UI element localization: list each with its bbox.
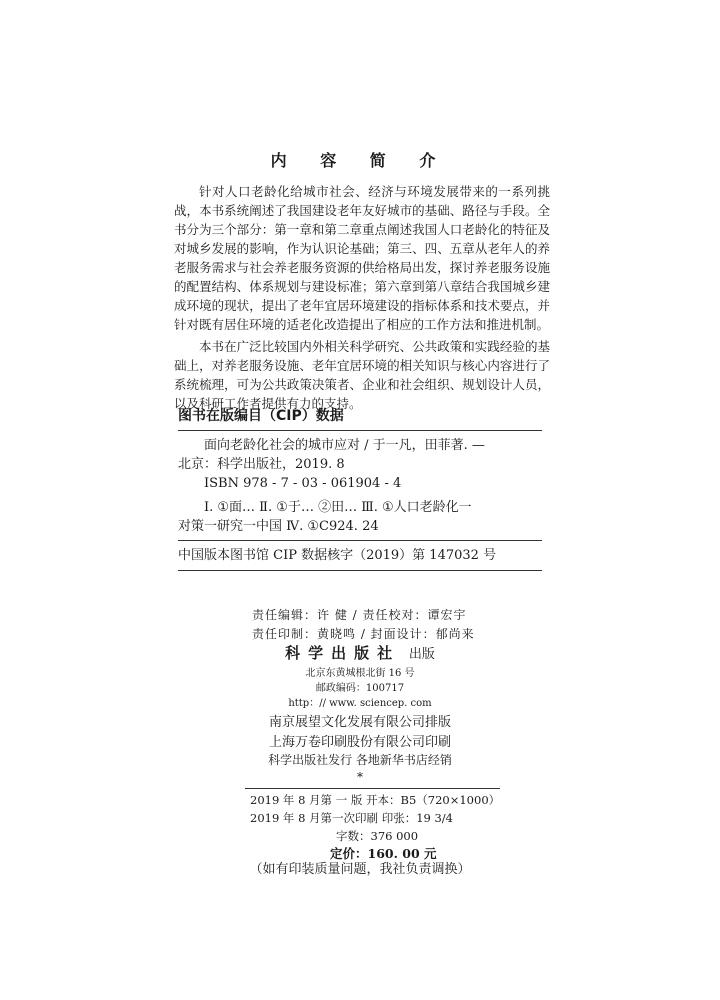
separator-star: *	[357, 770, 363, 784]
summary-title: 内 容 简 介	[270, 151, 450, 170]
cip-record	[178, 436, 542, 493]
cip-rule-middle	[178, 540, 542, 541]
cip-classification-line1: Ⅰ. ①面… Ⅱ. ①于… ②田… Ⅲ. ①人口老龄化一	[204, 500, 472, 515]
cip-classification	[178, 498, 542, 536]
print-info	[250, 791, 510, 863]
credits-line2: 责任印制：黄晓鸣 / 封面设计：郁尚来	[252, 627, 475, 641]
credits-line1: 责任编辑：许 健 / 责任校对：谭宏宇	[252, 608, 467, 622]
distribution: 科学出版社发行 各地新华书店经销	[268, 753, 452, 767]
publisher-name: 科学出版社	[285, 644, 401, 662]
cip-rule-bottom	[178, 570, 542, 571]
word-count: 字数：376 000	[336, 829, 419, 843]
summary-paragraph-2: 本书在广泛比较国内外相关科学研究、公共政策和实践经验的基础上，对养老服务设施、老年宜居环境的相关知识与核心内容进行了系统梳理，可为公共政策决策者、企业和社会组织、规划设计人员，以及科研工作者提供有力的支持。	[174, 339, 550, 411]
summary-paragraph-1: 针对人口老龄化给城市社会、经济与环境发展带来的一系列挑战，本书系统阐述了我国建设老年友好城市的基础、路径与手段。全书分为三个部分：第一章和第二章重点阐述我国人口老龄化的特征及对城乡发展的影响，作为认识论基础；第三、四、五章从老年人的养老服务需求与社会养老服务资源的供给格局出发，探讨养老服务设施的配置结构、体系规划与建设标准；第六章到第八章结合我国城乡建成环境的现状，提出了老年宜居环境建设的指标体系和技术要点，并针对既有居住环境的适老化改造提出了相应的工作方法和推进机制。	[174, 184, 550, 332]
typesetter: 南京展望文化发展有限公司排版	[268, 715, 451, 730]
cip-isbn: ISBN 978 - 7 - 03 - 061904 - 4	[204, 476, 402, 491]
cip-record-line2: 北京：科学出版社，2019. 8	[178, 457, 345, 472]
publisher-line	[0, 642, 720, 663]
cip-rule-top	[178, 430, 542, 431]
price: 定价：160. 00 元	[330, 846, 437, 861]
editorial-credits	[252, 606, 552, 644]
summary-body	[174, 182, 550, 416]
print-rule	[245, 788, 500, 789]
quality-notice: （如有印装质量问题，我社负责调换）	[249, 862, 471, 877]
cip-heading: 图书在版编目（CIP）数据	[178, 408, 344, 424]
publisher-postcode: 邮政编码：100717	[315, 683, 405, 694]
publisher-suffix: 出版	[408, 647, 435, 662]
cip-record-line1: 面向老龄化社会的城市应对 / 于一凡，田菲著. —	[204, 438, 485, 453]
cip-verification-block	[178, 546, 542, 565]
publisher-address: 北京东黄城根北街 16 号	[305, 668, 415, 679]
printing-line: 2019 年 8 月第一次印刷 印张：19 3/4	[250, 811, 454, 825]
cip-verification: 中国版本图书馆 CIP 数据核字（2019）第 147032 号	[178, 548, 497, 563]
publisher-website: http：// www. sciencep. com	[288, 698, 432, 709]
edition-line: 2019 年 8 月第 一 版 开本：B5（720×1000）	[250, 793, 501, 807]
printer: 上海万卷印刷股份有限公司印刷	[268, 735, 451, 750]
cip-classification-line2: 对策一研究一中国 Ⅳ. ①C924. 24	[178, 519, 379, 534]
